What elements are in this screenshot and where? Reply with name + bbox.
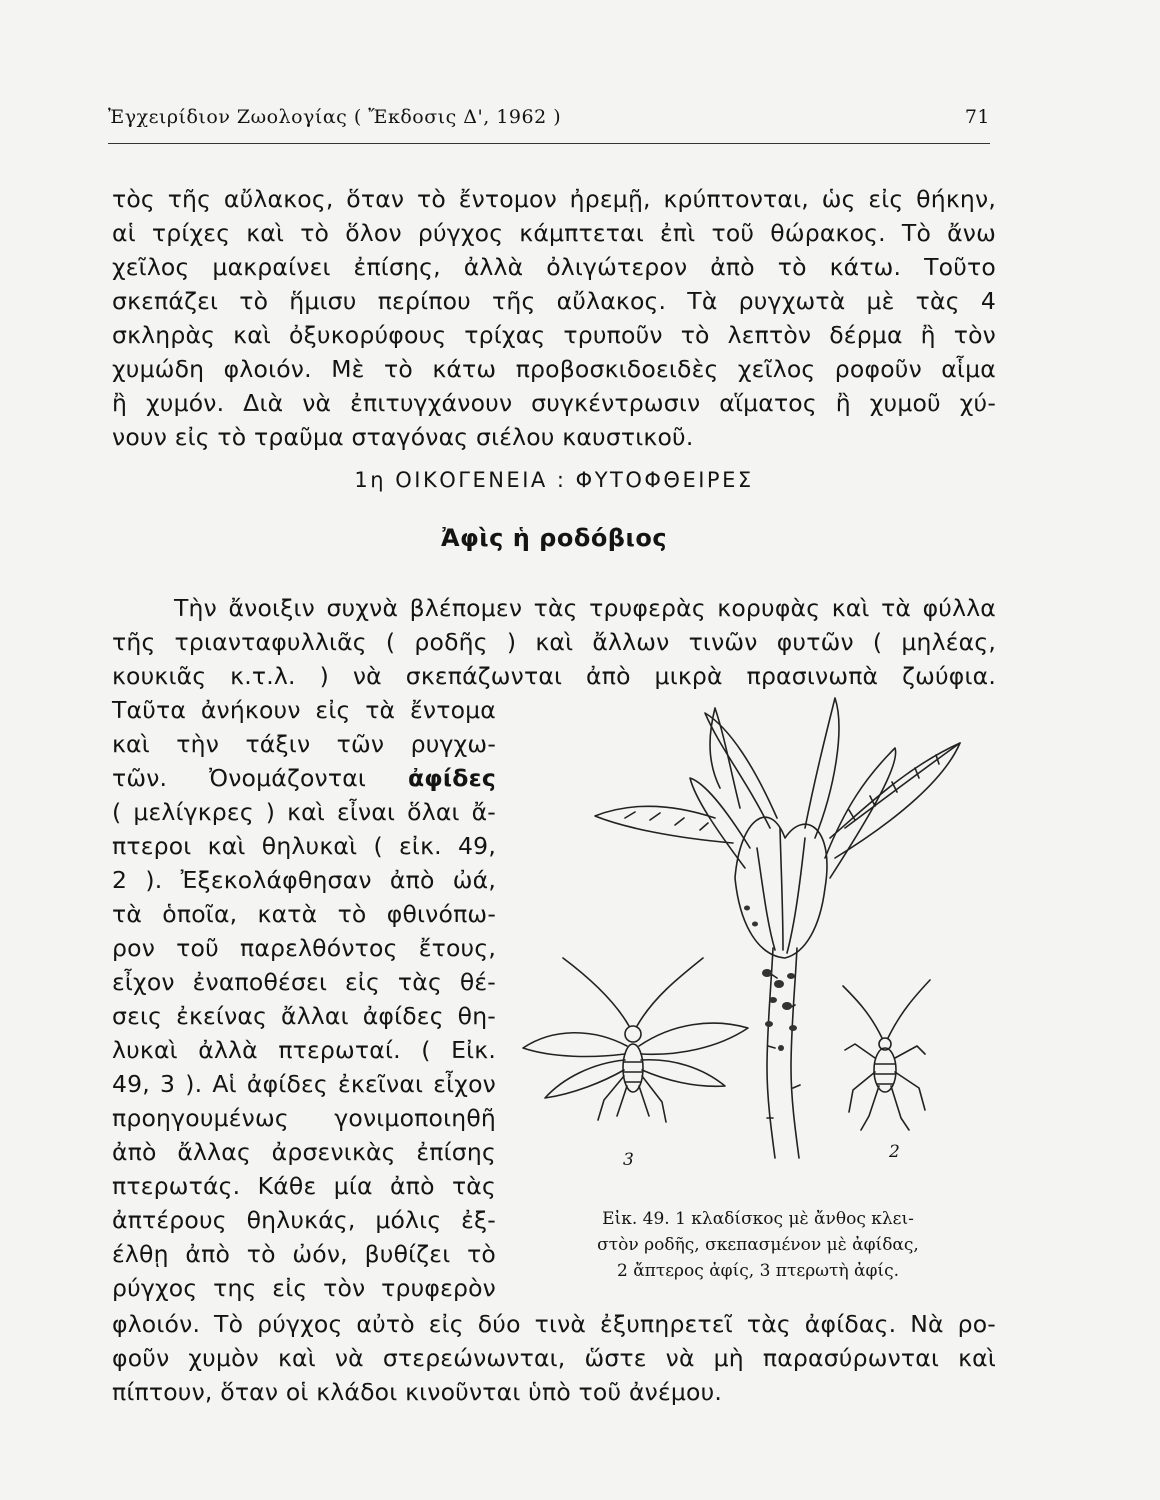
text-line: κουκιᾶς κ.τ.λ. ) νὰ σκεπάζωνται ἀπὸ μικρὰ πρασινωπὰ ζωύφια.	[112, 662, 996, 690]
figure-caption	[548, 1206, 968, 1284]
running-header	[108, 106, 990, 136]
sepal-upper-left	[705, 713, 777, 828]
sepal-top	[805, 698, 839, 838]
winged-aphid	[523, 958, 748, 1122]
text-line: ρον τοῦ παρελθόντος ἔτους,	[112, 934, 496, 962]
text-line: ἀπὸ ἄλλας ἀρσενικὰς ἐπίσης	[112, 1138, 496, 1166]
text-line: Ταῦτα ἀνήκουν εἰς τὰ ἔντομα	[112, 696, 496, 724]
text-line: νουν εἰς τὸ τραῦμα σταγόνας σιέλου καυστικοῦ.	[112, 423, 694, 451]
species-heading: Ἀφὶς ἡ ροδόβιος	[440, 524, 668, 552]
header-rule	[108, 143, 990, 144]
caption-line: 2 ἄπτερος ἀφίς, 3 πτερωτὴ ἀφίς.	[616, 1261, 900, 1281]
text-line: σεις ἐκείνας ἄλλαι ἀφίδες θη-	[112, 1002, 496, 1030]
text-line: τὰ ὁποῖα, κατὰ τὸ φθινόπω-	[112, 900, 496, 928]
section-heading: 1η ΟΙΚΟΓΕΝΕΙΑ : ΦΥΤΟΦΘΕΙΡΕΣ	[354, 468, 754, 492]
bold-term: ἀφίδες	[407, 764, 496, 792]
text-line: ( μελίγκρες ) καὶ εἶναι ὅλαι ἄ-	[112, 798, 496, 826]
rose-aphid-illustration	[505, 688, 985, 1188]
aphid-figure	[505, 688, 985, 1188]
text-line: λυκαὶ ἀλλὰ πτερωταί. ( Εἰκ.	[112, 1036, 496, 1064]
sepal-left	[690, 778, 750, 868]
text-line: φοῦν χυμὸν καὶ νὰ στερεώνωνται, ὥστε νὰ μὴ παρασύρωνται καὶ	[112, 1344, 996, 1372]
text-span: τῶν. Ὀνομάζονται	[112, 764, 367, 792]
text-line: αἱ τρίχες καὶ τὸ ὅλον ρύγχος κάμπτεται ἐπὶ τοῦ θώρακος. Τὸ ἄνω	[112, 219, 996, 247]
text-line: χεῖλος μακραίνει ἐπίσης, ἀλλὰ ὀλιγώτερον ἀπὸ τὸ κάτω. Τοῦτο	[112, 253, 996, 281]
figure-label-winged: 3	[623, 1150, 634, 1170]
text-line: ρύγχος της εἰς τὸν τρυφερὸν	[112, 1274, 496, 1302]
text-line: προηγουμένως γονιμοποιηθῆ	[112, 1104, 496, 1132]
text-line: σκεπάζει τὸ ἥμισυ περίπου τῆς αὔλακος. Τὰ ρυγχωτὰ μὲ τὰς 4	[112, 287, 996, 315]
text-line: τὸς τῆς αὔλακος, ὅταν τὸ ἔντομον ἠρεμῇ, κρύπτονται, ὡς εἰς θήκην,	[112, 185, 996, 213]
text-line: φλοιόν. Τὸ ρύγχος αὐτὸ εἰς δύο τινὰ ἐξυπηρετεῖ τὰς ἀφίδας. Νὰ ρο-	[112, 1310, 996, 1338]
stem	[767, 948, 775, 1158]
text-line: 49, 3 ). Αἱ ἀφίδες ἐκεῖναι εἶχον	[112, 1070, 496, 1098]
text-line: σκληρὰς καὶ ὀξυκορύφους τρίχας τρυποῦν τὸ λεπτὸν δέρμα ἢ τὸν	[112, 321, 996, 349]
figure-label-wingless: 2	[889, 1142, 900, 1162]
header-title: Ἐγχειρίδιον Ζωολογίας ( Ἔκδοσις Δ', 1962 )	[108, 106, 562, 128]
text-line: καὶ τὴν τάξιν τῶν ρυγχω-	[112, 730, 496, 758]
caption-line: στὸν ροδῆς, σκεπασμένον μὲ ἀφίδας,	[597, 1235, 919, 1255]
leaf-left	[595, 806, 733, 843]
text-line: τῆς τριανταφυλλιᾶς ( ροδῆς ) καὶ ἄλλων τινῶν φυτῶν ( μηλέας,	[112, 628, 996, 656]
text-line: ἢ χυμόν. Διὰ νὰ ἐπιτυγχάνουν συγκέντρωσιν αἵματος ἢ χυμοῦ χύ-	[112, 389, 996, 417]
text-line: έλθῃ ἀπὸ τὸ ὠόν, βυθίζει τὸ	[112, 1240, 496, 1268]
text-line: Τὴν ἄνοιξιν συχνὰ βλέπομεν τὰς τρυφερὰς κορυφὰς καὶ τὰ φύλλα	[174, 594, 996, 622]
text-line: ἀπτέρους θηλυκάς, μόλις ἐξ-	[112, 1206, 496, 1234]
text-line: χυμώδη φλοιόν. Μὲ τὸ κάτω προβοσκιδοειδὲς χεῖλος ροφοῦν αἷμα	[112, 355, 996, 383]
caption-line: Εἰκ. 49. 1 κλαδίσκος μὲ ἄνθος κλει-	[602, 1209, 914, 1229]
text-line: εἶχον ἐναποθέσει εἰς τὰς θέ-	[112, 968, 496, 996]
page-number: 71	[964, 106, 990, 128]
text-line: πτερωτάς. Κάθε μία ἀπὸ τὰς	[112, 1172, 496, 1200]
text-line: 2 ). Ἐξεκολάφθησαν ἀπὸ ὠά,	[112, 866, 496, 894]
text-line-with-term	[112, 760, 496, 796]
text-line: πτεροι καὶ θηλυκαὶ ( εἰκ. 49,	[112, 832, 496, 860]
text-line: πίπτουν, ὅταν οἱ κλάδοι κινοῦνται ὑπὸ τοῦ ἀνέμου.	[112, 1378, 723, 1406]
wingless-aphid	[843, 980, 930, 1130]
